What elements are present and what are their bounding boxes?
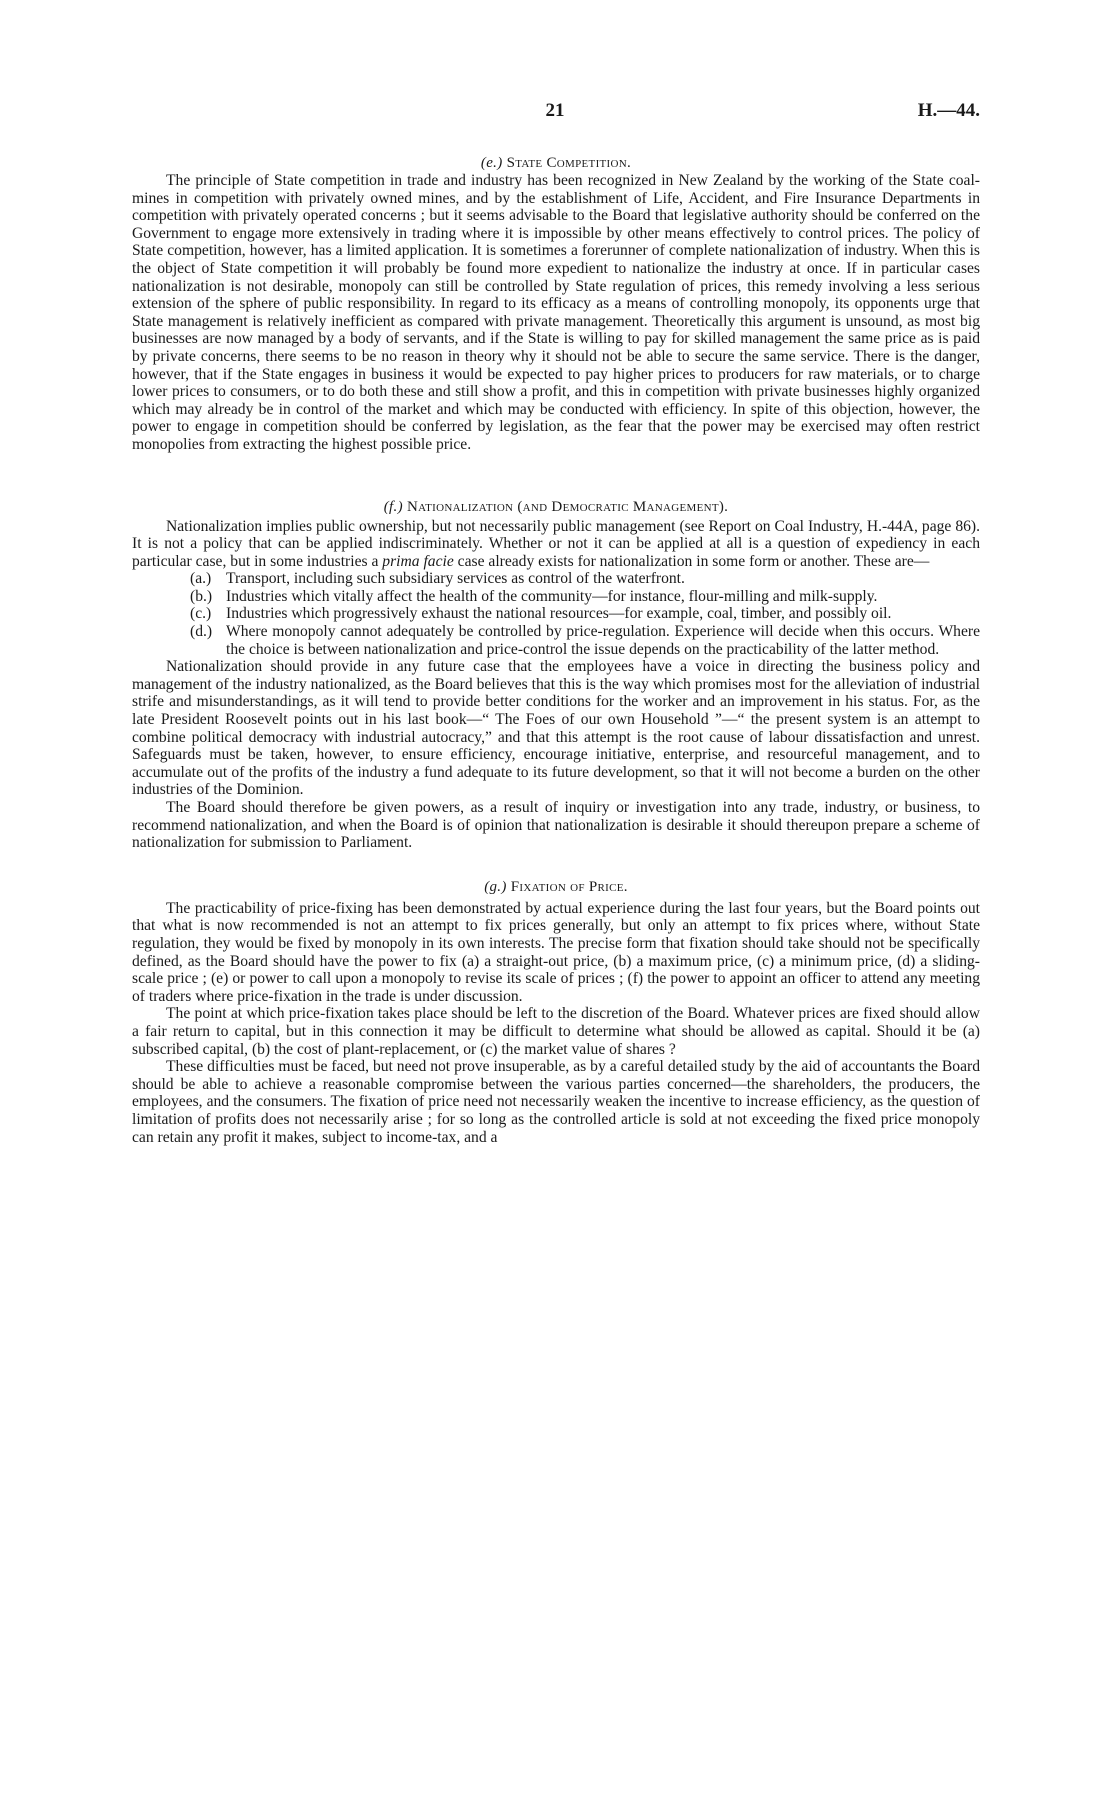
paragraph-text: case already exists for nationalization in some form or another. These are—: [453, 552, 930, 570]
section-nationalization: [132, 498, 980, 852]
paper-reference: H.—44.: [917, 100, 980, 121]
paragraph: These difficulties must be faced, but need not prove insuperable, as by a careful detailed study by the aid of accountants the Board should be able to achieve a reasonable compromise between the various parties concerned—the shareholders, the producers, the employees, and the consumers. The fixation of price need not necessarily weaken the incentive to increase efficiency, as the question of limitation of profits does not necessarily arise ; for so long as the controlled article is sold at not exceeding the fixed price monopoly can retain any profit it makes, subject to income-tax, and a: [132, 1058, 980, 1146]
section-label: (g.): [484, 878, 507, 895]
section-heading: [132, 154, 980, 172]
section-heading: [132, 498, 980, 516]
paragraph: [132, 518, 980, 571]
paragraph: The principle of State competition in trade and industry has been recognized in New Zealand by the working of the State coal-mines in competition with privately owned mines, and by the establishment of Life, Accident, and Fire Insurance Departments in competition with privately operated concerns ; but it seems advisable to the Board that legislative authority should be conferred on the Government to engage more extensively in trading where it is impossible by other means effectively to control prices. The policy of State competition, however, has a limited application. It is sometimes a forerunner of complete nationalization of industry. When this is the object of State competition it will probably be found more expedient to nationalize the industry at once. If in particular cases nationalization is not desirable, monopoly can still be controlled by State regulation of prices, this remedy involving a less serious extension of the sphere of public responsibility. In regard to its efficacy as a means of controlling monopoly, its opponents urge that State management is relatively inefficient as compared with private management. Theoretically this argument is unsound, as most big businesses are now managed by a body of servants, and if the State is willing to pay for skilled management the same price as is paid by private concerns, there seems to be no reason in theory why it should not be able to secure the same service. There is the danger, however, that if the State engages in business it would be expected to pay higher prices to producers for raw materials, or to charge lower prices to consumers, or to do both these and still show a profit, and this in competition with private businesses highly organized which may already be in control of the market and which may be conducted with efficiency. In spite of this objection, however, the power to engage in competition should be conferred by legislation, as the fear that the power may be exercised may often restrict monopolies from extracting the highest possible price.: [132, 172, 980, 453]
list-item-text: Where monopoly cannot adequately be controlled by price-regulation. Experience will decide when this occurs. Where the choice is between nationalization and price-control the issue depends on the practicability of the latter method.: [226, 623, 980, 658]
section-label: (f.): [383, 498, 403, 515]
paragraph-text: Nationalization implies public ownership, but not necessarily public management (see Report on Coal Industry, H.-44A, page 86). It is not a policy that can be applied indiscriminately. Whether or not it can be applied at all is a question of expediency in each particular case, but in some industries a: [132, 517, 980, 570]
section-title: Nationalization (and Democratic Management).: [406, 498, 729, 515]
section-label: (e.): [480, 155, 503, 171]
section-state-competition: [132, 154, 980, 454]
section-title: Fixation of Price.: [510, 878, 628, 895]
list-item-text: Industries which progressively exhaust the national resources—for example, coal, timber, and possibly oil.: [226, 605, 892, 623]
page-body: [132, 154, 980, 1146]
paragraph: The practicability of price-fixing has been demonstrated by actual experience during the last four years, but the Board points out that what is now recommended is not an attempt to fix prices generally, but only an attempt to fix prices where, without State regulation, they would be fixed by monopoly in its own interests. The precise form that fixation should take should not be specifically defined, as the Board should have the power to fix (a) a straight-out price, (b) a maximum price, (c) a minimum price, (d) a sliding-scale price ; (e) or power to call upon a monopoly to revise its scale of prices ; (f) the power to appoint an officer to attend any meeting of traders where price-fixation in the trade is under discussion.: [132, 899, 980, 1005]
list-item-label: (d.): [190, 623, 213, 641]
paragraph: The point at which price-fixation takes place should be left to the discretion of the Board. Whatever prices are fixed should allow a fair return to capital, but in this connection it may be difficult to determine what should be allowed as capital. Should it be (a) subscribed capital, (b) the cost of plant-replacement, or (c) the market value of shares ?: [132, 1005, 980, 1058]
page-header: [130, 100, 980, 130]
list-item-label: (a.): [190, 570, 212, 588]
list-item: [190, 623, 980, 658]
paragraph: Nationalization should provide in any future case that the employees have a voice in directing the business policy and management of the industry nationalized, as the Board believes that this is the way which promises most for the alleviation of industrial strife and misunderstandings, as it will tend to provide better conditions for the worker and an improvement in his status. For, as the late President Roosevelt points out in his last book—“ The Foes of our own Household ”—“ the present system is an attempt to combine political democracy with industrial autocracy,” and that this attempt is the root cause of labour dissatisfaction and unrest. Safeguards must be taken, however, to ensure efficiency, encourage initiative, enterprise, and resourceful management, and to accumulate out of the profits of the industry a fund adequate to its future development, so that it will not become a burden on the other industries of the Dominion.: [132, 658, 980, 799]
list-item-text: Industries which vitally affect the health of the community—for instance, flour-milling and milk-supply.: [226, 587, 878, 605]
list-item: [190, 570, 980, 588]
list-item: [190, 605, 980, 623]
list-item: [190, 588, 980, 606]
list-item-label: (c.): [190, 605, 212, 623]
section-fixation-of-price: [132, 878, 980, 1146]
section-heading: [132, 878, 980, 896]
list-item-label: (b.): [190, 587, 213, 605]
paragraph: The Board should therefore be given powers, as a result of inquiry or investigation into any trade, industry, or business, to recommend nationalization, and when the Board is of opinion that nationalization is desirable it should thereupon prepare a scheme of nationalization for submission to Parliament.: [132, 799, 980, 852]
nationalization-list: [132, 570, 980, 658]
list-item-text: Transport, including such subsidiary services as control of the waterfront.: [226, 570, 685, 588]
page-number: 21: [545, 100, 565, 121]
section-title: State Competition.: [506, 155, 632, 171]
italic-phrase: prima facie: [382, 552, 454, 570]
